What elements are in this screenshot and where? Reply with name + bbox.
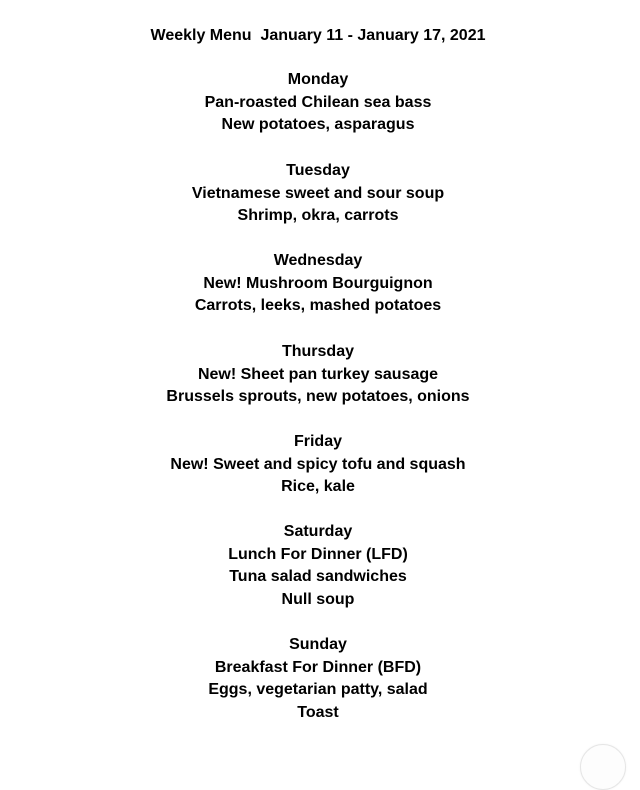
menu-item: Pan-roasted Chilean sea bass — [204, 93, 432, 111]
day-heading: Tuesday — [286, 162, 350, 179]
day-heading: Thursday — [281, 343, 354, 360]
day-block-saturday — [0, 521, 636, 612]
day-block-wednesday — [0, 250, 636, 318]
menu-item: Lunch For Dinner (LFD) — [228, 545, 408, 563]
day-heading: Friday — [293, 433, 342, 450]
day-block-monday — [0, 69, 636, 137]
menu-item: Tuna salad sandwiches — [229, 568, 407, 586]
menu-item: Breakfast For Dinner (BFD) — [214, 658, 422, 676]
menu-item: Carrots, leeks, mashed potatoes — [194, 297, 442, 315]
menu-item: New! Sweet and spicy tofu and squash — [170, 455, 466, 473]
day-heading: Saturday — [283, 523, 353, 540]
menu-item: New potatoes, asparagus — [221, 116, 415, 134]
menu-item: Rice, kale — [281, 478, 355, 496]
menu-item: Vietnamese sweet and sour soup — [191, 184, 445, 202]
day-block-sunday — [0, 634, 636, 725]
menu-item: Toast — [297, 704, 339, 722]
menu-item: New! Mushroom Bourguignon — [203, 274, 433, 292]
day-block-friday — [0, 431, 636, 499]
menu-item: New! Sheet pan turkey sausage — [197, 365, 439, 383]
page-title: Weekly Menu January 11 - January 17, 2021 — [150, 27, 486, 44]
menu-item: Brussels sprouts, new potatoes, onions — [166, 388, 470, 406]
day-heading: Wednesday — [273, 252, 363, 269]
menu-item: Null soup — [281, 591, 355, 609]
day-block-thursday — [0, 341, 636, 409]
menu-item: Eggs, vegetarian patty, salad — [208, 681, 428, 699]
menu-item: Shrimp, okra, carrots — [237, 207, 399, 225]
day-heading: Monday — [287, 71, 349, 88]
day-block-tuesday — [0, 160, 636, 228]
day-heading: Sunday — [289, 636, 347, 653]
floating-action-button[interactable] — [580, 744, 626, 790]
